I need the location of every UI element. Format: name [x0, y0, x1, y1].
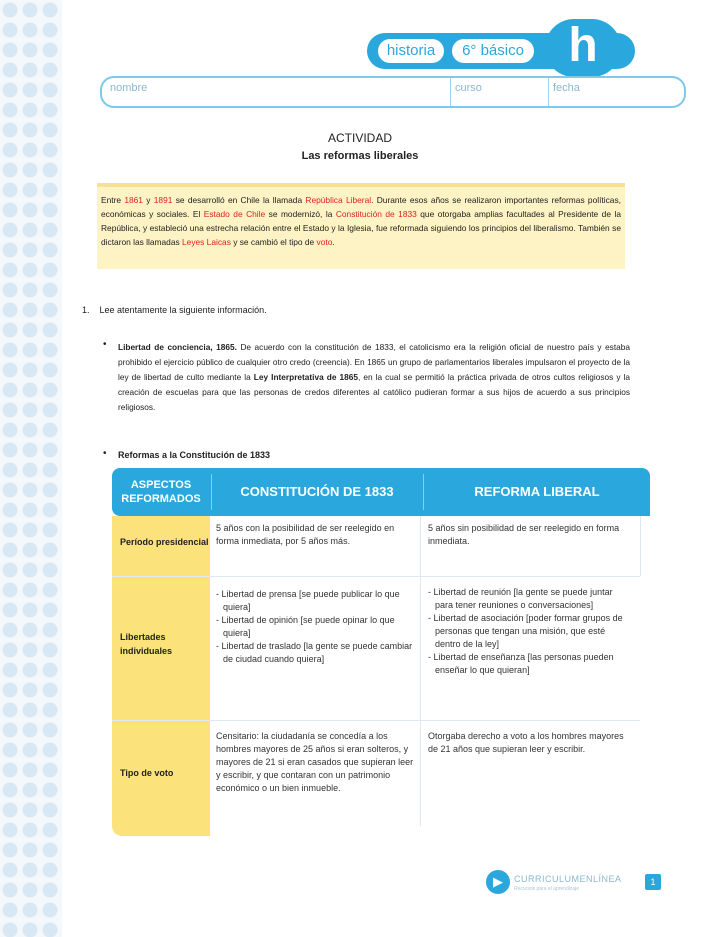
brand-tagline: Recursos para el aprendizaje	[514, 886, 580, 892]
cell-liberal-freedoms	[428, 586, 628, 677]
list-item: - Libertad de asociación [poder formar grupos de personas que tengan una misión, que esté dentro de la ley]	[428, 613, 623, 649]
table-caption: Reformas a la Constitución de 1833	[118, 450, 271, 460]
subject-logo-icon: h	[545, 19, 621, 77]
freedom-of-conscience-paragraph: Libertad de conciencia, 1865. De acuerdo con la constitución de 1833, el catolicismo era la religión oficial de nuestro país y estaba prohibido el ejercicio público de cualquier otro credo (creencia). En 1865 un grupo de parlamentarios liberales impulsaron el proyecto de la ley de libertad de culto mediante la Ley Interpretativa de 1865, en la cual se permitió la práctica privada de otros cultos religiosos y la creación de escuelas para que las personas de credos diferentes al católico pudieran formar a sus hijos de acuerdo a sus principios religiosos.	[118, 342, 630, 412]
date-field-label: fecha	[553, 82, 580, 94]
cell-1833-vote: Censitario: la ciudadanía se concedía a los hombres mayores de 25 años si eran solteros, y mayores de 21 si eran casados que supieran leer y escribir, y que contaran con un patrimonio económico o un bien inmueble.	[216, 731, 414, 793]
table-header	[112, 468, 650, 516]
divider	[112, 720, 640, 721]
question-1: 1. Lee atentamente la siguiente información.	[82, 305, 267, 315]
bullet-icon: •	[103, 448, 107, 459]
aspects-column	[112, 516, 210, 836]
student-info-bar	[100, 76, 686, 108]
divider	[640, 516, 641, 576]
row-label-individual-freedoms: Libertades individuales	[120, 632, 173, 656]
divider	[450, 78, 451, 106]
header-aspects: ASPECTOS REFORMADOS	[121, 479, 201, 505]
list-item: - Libertad de opinión [se puede opinar lo que quiera]	[216, 615, 395, 638]
cell-liberal-presidential: 5 años sin posibilidad de ser reelegido en forma inmediata.	[428, 523, 620, 546]
course-field-label: curso	[455, 82, 482, 94]
divider	[420, 516, 421, 826]
page-number: 1	[645, 874, 661, 890]
divider	[112, 576, 640, 577]
cell-liberal-vote: Otorgaba derecho a voto a los hombres mayores de 21 años que supieran leer y escribir.	[428, 731, 624, 754]
brand-name: CURRICULUMENLÍNEA	[514, 874, 622, 884]
list-item: - Libertad de enseñanza [las personas pueden enseñar lo que quieran]	[428, 652, 614, 675]
row-label-presidential-period: Período presidencial	[120, 537, 209, 547]
subject-badge: historia	[378, 39, 444, 63]
intro-box: Entre 1861 y 1891 se desarrolló en Chile la llamada República Liberal. Durante esos años se realizaron importantes reformas políticas, económicas y sociales. El Estado de Chile se modernizó, la Constitución de 1833 que otorgaba amplias facultades al Presidente de la República, y estableció una estrecha relación entre el Estado y la Iglesia, fue reformada siguiendo los principios del liberalismo. También se dictaron las llamadas Leyes Laicas y se cambió el tipo de voto.	[97, 183, 625, 269]
activity-label: ACTIVIDAD	[327, 131, 392, 145]
list-item: - Libertad de prensa [se puede publicar lo que quiera]	[216, 589, 400, 612]
cell-1833-presidential: 5 años con la posibilidad de ser reelegido en forma inmediata, por 5 años más.	[216, 523, 395, 546]
play-icon: ▶	[486, 870, 510, 894]
grade-badge: 6° básico	[452, 39, 534, 63]
bullet-icon: •	[103, 339, 107, 350]
name-field-label: nombre	[110, 82, 148, 94]
cell-1833-freedoms	[216, 588, 414, 666]
page-title: Las reformas liberales	[301, 150, 419, 162]
row-label-vote-type: Tipo de voto	[120, 768, 174, 778]
list-item: - Libertad de reunión [la gente se puede juntar para tener reuniones o conversaciones]	[428, 587, 613, 610]
header-liberal-reform: REFORMA LIBERAL	[474, 484, 600, 499]
header-constitution-1833: CONSTITUCIÓN DE 1833	[240, 484, 394, 499]
divider	[548, 78, 549, 106]
list-item: - Libertad de traslado [la gente se puede cambiar de ciudad cuando quiera]	[216, 641, 413, 664]
